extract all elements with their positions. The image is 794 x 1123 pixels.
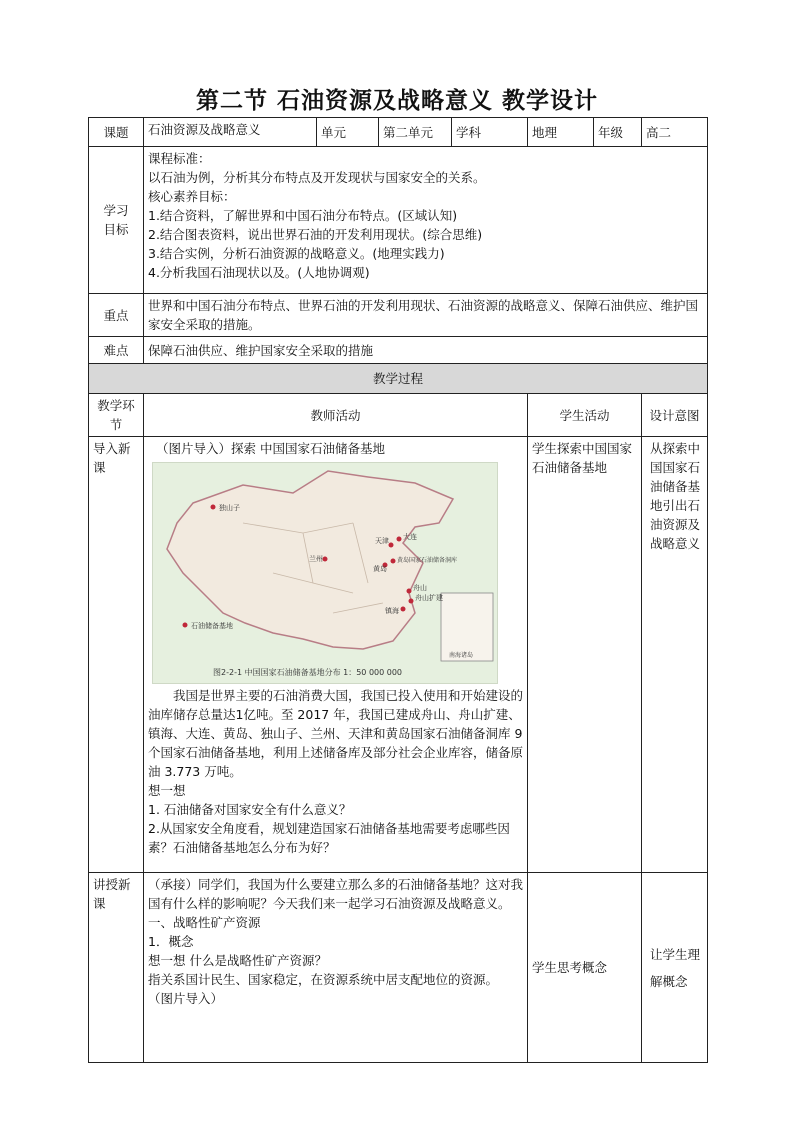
keypoints-label: 重点 <box>89 294 144 337</box>
map-label: 大连 <box>403 533 417 541</box>
lecture-p1: （承接）同学们，我国为什么要建立那么多的石油储备基地？这对我国有什么样的影响呢？今天我们来一起学习石油资源及战略意义。 <box>148 877 524 911</box>
grade-label: 年级 <box>594 118 642 147</box>
lecture-design-line2: 解概念 <box>650 973 688 989</box>
marker-zhenhai <box>401 607 406 612</box>
topic-label: 课题 <box>89 118 144 147</box>
lecture-s3: 想一想 什么是战略性矿产资源？ <box>148 953 327 968</box>
goals-line: 核心素养目标： <box>148 189 236 204</box>
china-oil-reserve-map <box>152 462 498 684</box>
map-label: 舟山扩建 <box>415 594 443 602</box>
keypoints-text: 世界和中国石油分布特点、世界石油的开发利用现状、石油资源的战略意义、保障石油供应、维护国家安全采取的措施。 <box>144 294 708 337</box>
lecture-design <box>642 873 708 1063</box>
goals-label-line1: 学习 <box>103 203 129 218</box>
subject-value: 地理 <box>528 118 594 147</box>
lecture-s4: 指关系国计民生、国家稳定，在资源系统中居支配地位的资源。 <box>148 972 499 987</box>
subject-label: 学科 <box>452 118 528 147</box>
map-label: 黄岛国家石油储备洞库 <box>397 557 458 564</box>
lecture-student: 学生思考概念 <box>528 873 642 1063</box>
marker-zhoushan-ext <box>409 599 414 604</box>
lecture-s2: 1．概念 <box>148 934 194 949</box>
difficulty-text: 保障石油供应、维护国家安全采取的措施 <box>144 337 708 364</box>
lecture-teacher <box>144 873 528 1063</box>
marker-lanzhou <box>323 557 328 562</box>
grade-value: 高二 <box>642 118 708 147</box>
intro-heading: （图片导入）探索 中国国家石油储备基地 <box>156 441 385 456</box>
lecture-design-line1: 让学生理 <box>650 946 701 962</box>
process-header: 教学过程 <box>89 364 708 394</box>
unit-value: 第二单元 <box>379 118 452 147</box>
goals-line: 4.分析我国石油现状以及。(人地协调观) <box>148 265 370 280</box>
map-label: 舟山 <box>413 584 427 592</box>
marker-zhoushan <box>407 589 412 594</box>
unit-label: 单元 <box>317 118 379 147</box>
goals-label-line2: 目标 <box>103 222 129 237</box>
question-2: 2.从国家安全角度看，规划建造国家石油储备基地需要考虑哪些因素？石油储备基地怎么分布为好？ <box>148 821 510 855</box>
goals-row <box>89 147 708 294</box>
marker-dushanzi <box>211 505 216 510</box>
lesson-plan-table <box>88 117 708 1063</box>
south-sea-inset <box>441 593 493 661</box>
col-stage: 教学环节 <box>89 394 144 437</box>
col-student: 学生活动 <box>528 394 642 437</box>
page-title: 第二节 石油资源及战略意义 教学设计 <box>195 87 598 114</box>
marker-dalian <box>397 537 402 542</box>
intro-row <box>89 437 708 873</box>
legend-marker <box>183 623 188 628</box>
intro-design: 从探索中国国家石油储备基地引出石油资源及战略意义 <box>642 437 708 873</box>
lecture-s1: 一、战略性矿产资源 <box>148 915 261 930</box>
process-columns-row <box>89 394 708 437</box>
think-label: 想一想 <box>148 783 186 798</box>
map-caption: 图2-2-1 中国国家石油储备基地分布 1：50 000 000 <box>213 668 403 677</box>
map-label: 兰州 <box>309 555 323 563</box>
keypoints-row <box>89 294 708 337</box>
goals-line: 1.结合资料，了解世界和中国石油分布特点。(区域认知) <box>148 208 458 223</box>
map-label: 天津 <box>375 537 389 545</box>
goals-line: 以石油为例，分析其分布特点及开发现状与国家安全的关系。 <box>148 170 486 185</box>
intro-paragraph: 我国是世界主要的石油消费大国，我国已投入使用和开始建设的油库储存总量达1亿吨。至 2017 年，我国已建成舟山、舟山扩建、镇海、大连、黄岛、独山子、兰州、天津和黄岛国家石油储备洞库 9 个国家石油储备基地，利用上述储备库及部分社会企业库容，储备原油 3.773 万吨。 <box>148 688 524 779</box>
goals-line: 3.结合实例，分析石油资源的战略意义。(地理实践力) <box>148 246 445 261</box>
map-label: 镇海 <box>385 607 399 615</box>
goals-line: 课程标准： <box>148 151 211 166</box>
col-teacher: 教师活动 <box>144 394 528 437</box>
goals-line: 2.结合图表资料，说出世界石油的开发利用现状。(综合思维) <box>148 227 483 242</box>
intro-teacher <box>144 437 528 873</box>
col-design: 设计意图 <box>642 394 708 437</box>
lecture-s5: （图片导入） <box>148 991 224 1006</box>
intro-student: 学生探索中国国家石油储备基地 <box>528 437 642 873</box>
process-header-row <box>89 364 708 394</box>
lecture-row <box>89 873 708 1063</box>
lecture-stage: 讲授新课 <box>89 873 144 1063</box>
map-label: 独山子 <box>219 504 240 512</box>
map-label: 石油储备基地 <box>191 622 233 630</box>
info-row <box>89 118 708 147</box>
goals-label <box>89 147 144 294</box>
difficulty-label: 难点 <box>89 337 144 364</box>
topic-value: 石油资源及战略意义 <box>144 118 317 147</box>
map-label: 南海诸岛 <box>449 652 474 659</box>
map-label: 黄岛 <box>373 565 387 573</box>
marker-huangdao-cave <box>391 559 396 564</box>
map-graphic <box>153 463 497 683</box>
intro-stage: 导入新课 <box>89 437 144 873</box>
goals-content <box>144 147 708 294</box>
difficulty-row <box>89 337 708 364</box>
question-1: 1. 石油储备对国家安全有什么意义？ <box>148 802 352 817</box>
marker-tianjin <box>389 543 394 548</box>
